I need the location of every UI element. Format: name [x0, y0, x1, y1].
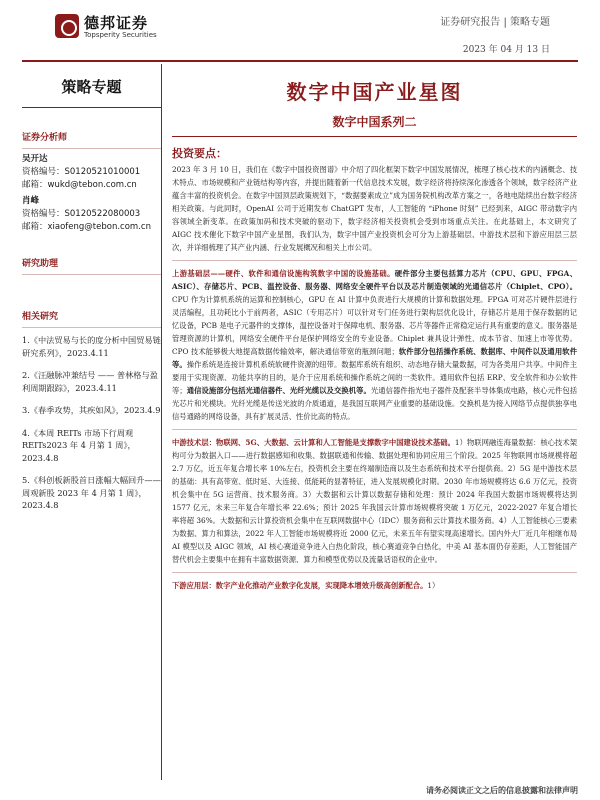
- analyst-email[interactable]: 邮箱：xiaofeng@tebon.com.cn: [22, 222, 151, 232]
- midstream-lead: 中游技术层：物联网、5G、大数据、云计算和人工智能是支撑数字中国建设技术基础。: [172, 438, 455, 447]
- downstream-paragraph: [172, 579, 577, 592]
- report-header: [0, 0, 600, 60]
- related-list: [22, 334, 161, 512]
- upstream-text-3: 光通信器件指光电子器件及配套半导体集成电路，核心元件包括光芯片和光模块。光纤光缆是传送光波的介质通道，是我国互联网产业重要的基础设施。交换机是为接入网络节点提供独享电信号通路的网络设备，具有扩展灵活、性价比高的特点。: [172, 386, 578, 421]
- analyst-cert: 资格编号：S0120522080003: [22, 209, 141, 219]
- related-item[interactable]: 2.《汪融脉冲兼结号 —— 普林格与盈利周期跟踪》，2023.4.11: [22, 370, 158, 393]
- downstream-lead: 下游应用层：数字产业化推动产业数字化发展，实现降本增效升级高创新配合。: [172, 581, 428, 590]
- company-name-cn: 德邦证券: [84, 14, 149, 32]
- upstream-lead: 上游基础层——硬件、软件和通信设施构筑数字中国的设施基础。: [172, 269, 395, 278]
- report-category: 策略专题: [22, 76, 161, 108]
- company-name-en: Topsperity Securities: [84, 31, 157, 39]
- related-item[interactable]: 1.《中法贸易与长的度分析中国贸易链研究系列》，2023.4.11: [22, 335, 161, 358]
- analyst-block: [22, 153, 161, 234]
- section-divider: [172, 260, 577, 261]
- analyst-name: 吴开达: [22, 154, 48, 164]
- header-divider: [22, 60, 578, 62]
- company-logo-icon: [55, 14, 79, 38]
- analyst-name: 肖峰: [22, 196, 40, 206]
- related-item[interactable]: 5.《科创板新股首日涨幅大幅回升——周观新股 2023 年 4 月第 1 周》，2023.4.8: [22, 475, 161, 510]
- related-item[interactable]: 4.《本周 REITs 市场下行周观 REITs2023 年 4 月第 1 周》，2023.4.8: [22, 427, 136, 463]
- main-content: [172, 64, 577, 780]
- related-heading: 相关研究: [22, 309, 161, 328]
- upstream-paragraph: [172, 267, 577, 423]
- midstream-text: 1）物联网融连海量数据：核心技术架构可分为数据入口——进行数据感知和收集、数据联通和传输、数据处理和协同应用三个阶段。2025 年物联网市场规模将超 2.7 万亿，近五年复合增长率 10%左右，投资机会主要在终端制造商以及生态系统和技术平台提供商。2）5G 是中游技术层的基础：具有高带宽、低时延、大连接、低能耗的显著特征，进入发展规模化时期。2030 年市场规模将达 6.6 万亿元，投资机会集中在 5G 运营商、技术服务商。3）大数据和云计算以数据存储和处理：预计 2024 年我国大数据市场规模将达到 1577 亿元，未来三年复合年增长率 22.6%；预计 2025 年我国云计算市场规模将突破 1 万亿元，2022-2027 年复合增长率将超 36%。大数据和云计算投资机会集中在互联网数据中心（IDC）服务商和云计算技术服务商。4）人工智能核心三要素为数据、算力和算法，2022 年人工智能市场规模将近 2000 亿元，未来五年有望实现高速增长。国内外大厂近几年相继布局 AI 模型以及 AIGC 领域，AI 核心赛道竞争进入白热化阶段，核心赛道竞争白热化，中美 AI 基本面仍存差距，人工智能国产替代机会主要集中在拥有丰富数据资源、算力和模型优势以及流量话语权的企业中。: [172, 438, 577, 564]
- section-divider: [172, 429, 577, 430]
- upstream-text-2: 操作系统是连接计算机系统软硬件资源的纽带。数据库系统有组织、动态地存储大量数据，可为各类用户共享。中间件主要用于实现资源、功能共享的目的，是介于应用系统和操作系统之间的一类软件。通用软件包括 ERP、安全软件和办公软件等；: [172, 360, 578, 395]
- summary-paragraph: 2023 年 3 月 10 日，我们在《数字中国投资图谱》中介绍了四化框架下数字中国发展情况，梳理了核心技术的内涵概念、技术特点、市场规模和产业链结构等内容，并提出随着新一代信息技术发展，数字经济将持续深化渗透各个领域，数字经济产业蕴含丰富的投资机会。在数字中国顶层政策规划下，“数据要素成立”成为国务院机构改革方案之一，各地电陆续出台数字经济相关政策。与此同时，OpenAI 公司于近期发布 ChatGPT 发布，人工智能的 “iPhone 时刻” 已经到来，AIGC 带动数字内容领域全新变革。在政策加码和技术突破的驱动下，数字经济相关投资机会受到市场重点关注。在此基础上，本文研究了 AIGC 技术催化下数字中国产业星图，我们认为，数字中国产业投资机会可分为上游基础层、中游技术层和下游应用层三层次，并详细梳理了其产业内涵、行业发展概况和相关上市公司。: [172, 165, 577, 252]
- disclaimer-footer: 请务必阅读正文之后的信息披露和法律声明: [426, 785, 578, 795]
- upstream-software: 软件部分包括操作系统、数据库、中间件以及通用软件等。: [172, 347, 577, 369]
- upstream-comm: 通信设施部分包括光通信器件、光纤光缆以及交换机等。: [186, 386, 371, 395]
- related-item[interactable]: 3.《春季攻势，其疾如风》，2023.4.9: [22, 405, 161, 415]
- midstream-paragraph: [172, 436, 577, 566]
- investment-points-label: 投资要点：: [172, 147, 227, 160]
- sidebar: [22, 64, 162, 780]
- report-title: 数字中国产业星图: [286, 80, 463, 104]
- section-divider: [172, 572, 577, 573]
- analyst-email[interactable]: 邮箱：wukd@tebon.com.cn: [22, 180, 137, 190]
- report-date: 2023 年 04 月 13 日: [462, 45, 550, 55]
- report-subtitle: 数字中国系列二: [172, 113, 577, 137]
- analyst-cert: 资格编号：S0120521010001: [22, 167, 141, 177]
- report-type: 证券研究报告 | 策略专题: [440, 17, 550, 28]
- downstream-text: 1）: [427, 581, 440, 590]
- assistant-heading: 研究助理: [22, 256, 161, 275]
- upstream-hardware: 硬件部分主要包括算力芯片（CPU、GPU、FPGA、ASIC）、存储芯片、PCB、温控设备、服务器、网络安全硬件平台以及芯片制造领域的光通信芯片（Chiplet、CPO）。: [172, 269, 577, 291]
- upstream-text: CPU 作为计算机系统的运算和控制核心，GPU 在 AI 计算中负责进行大规模的计算和数据处理。FPGA 可对芯片硬件层进行灵活编程，且功耗比小于前两者，ASIC（专用芯片）可以针对专门任务进行架构层优化设计，存储芯片是用于保存数据的记忆设备，PCB 是电子元器件的支撑体，温控设备对于保障电机、服务器、芯片等器件正常稳定运行具有重要的意义。服务器是管理资源的计算机，网络安全硬件平台是保护网络安全的专业设备。Chiplet 兼具设计弹性、成本节省、加速上市等优势。CPO 技术能够极大地提高数据传输效率，解决通信带宽的瓶颈问题；: [172, 295, 577, 356]
- analyst-heading: 证券分析师: [22, 130, 161, 149]
